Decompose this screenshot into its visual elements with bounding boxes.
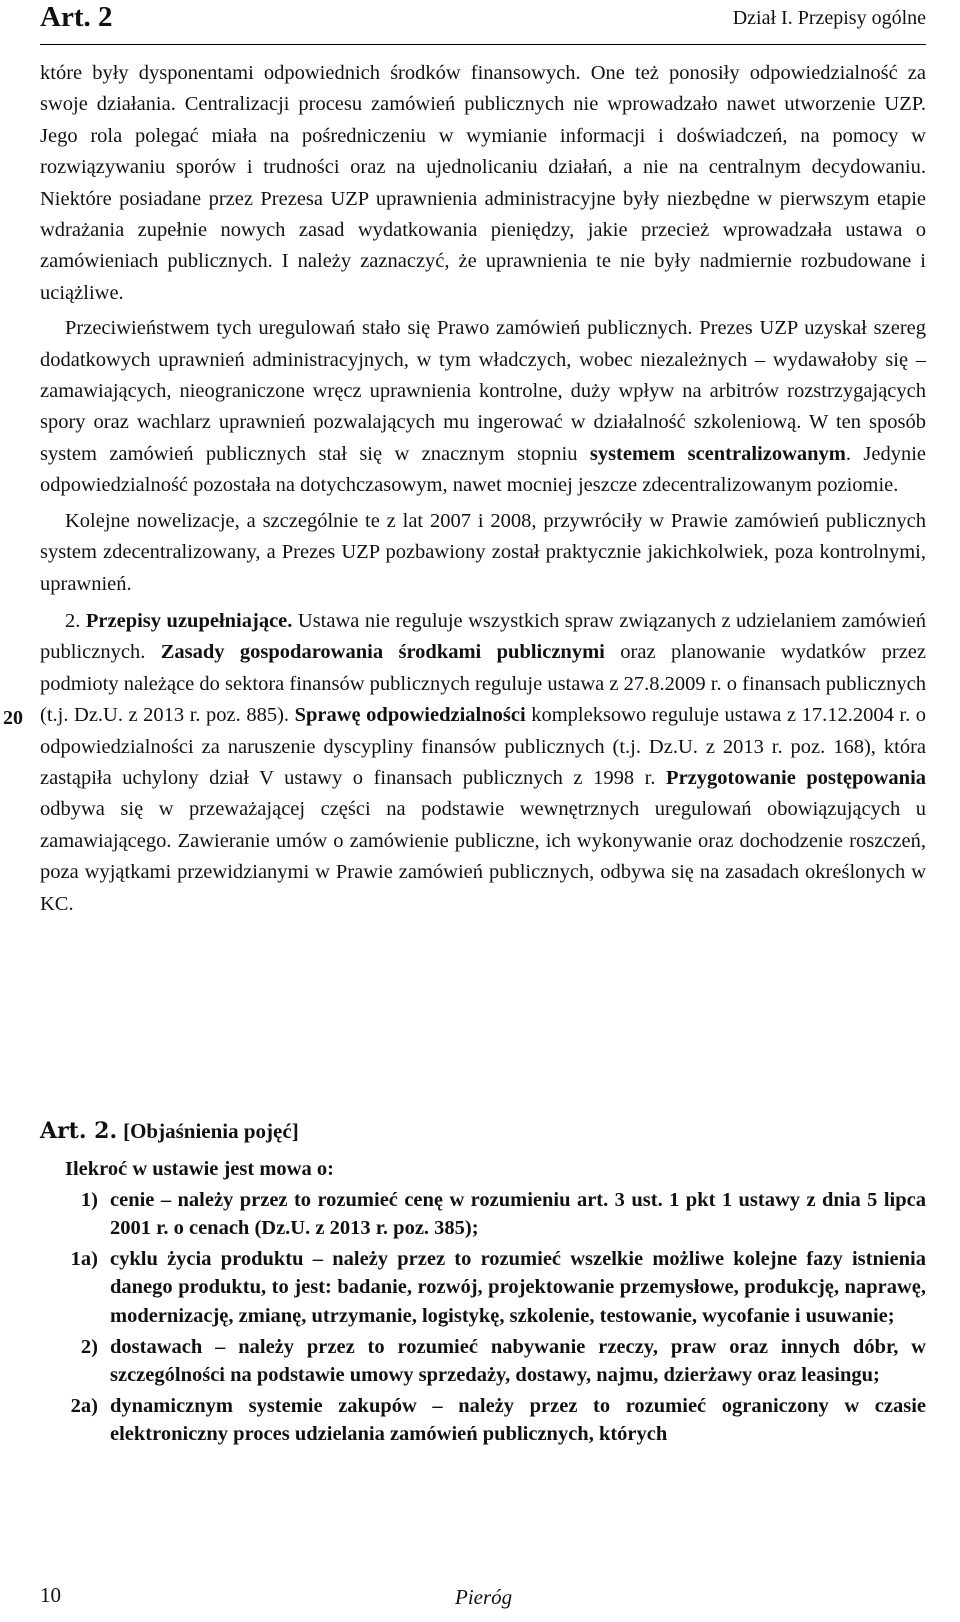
margin-number: 20 — [3, 707, 23, 729]
page-number: 10 — [40, 1583, 61, 1607]
paragraph-2-text-b: . Jedynie odpowiedzialność pozostała na dotychczasowym, nawet mocniej jeszcze zdecentralizowanym poziomie. — [40, 442, 926, 497]
header-rule — [40, 44, 926, 45]
paragraph-4 — [40, 606, 926, 920]
paragraph-2-bold: systemem scentralizowanym — [589, 442, 846, 465]
paragraph-3: Kolejne nowelizacje, a szczególnie te z lat 2007 i 2008, przywróciły w Prawie zamówień publicznych system zdecentralizowany, a Prezes UZP pozbawiony został praktycznie jakichkolwiek, poza kontrolnymi, uprawnień. — [40, 509, 926, 595]
definition-text: dynamicznym systemie zakupów – należy przez to rozumieć ograniczony w czasie elektroniczny proces udzielania zamówień publicznych, których — [110, 1394, 926, 1446]
definition-text: cyklu życia produktu – należy przez to rozumieć wszelkie możliwe kolejne fazy istnienia danego produktu, to jest: badanie, rozwój, projektowanie przemysłowe, produkcję, naprawę, modernizację, zmianę, utrzymanie, logistykę, szkolenie, testowanie, wycofanie i usuwanie; — [110, 1247, 926, 1327]
running-header-section: Dział I. Przepisy ogólne — [732, 7, 926, 29]
definition-text: cenie – należy przez to rozumieć cenę w rozumieniu art. 3 ust. 1 pkt 1 ustawy z dnia 5 lipca 2001 r. o cenach (Dz.U. z 2013 r. poz. 385); — [110, 1188, 926, 1240]
article-title: [Objaśnienia pojęć] — [123, 1119, 299, 1143]
definition-number: 2a) — [70, 1394, 98, 1417]
definitions-list — [40, 1155, 926, 1449]
definition-item — [40, 1245, 926, 1331]
definition-item — [40, 1186, 926, 1243]
definitions-intro: Ilekroć w ustawie jest mowa o: — [65, 1158, 334, 1180]
paragraph-4-text-2: oraz planowanie wydatków przez podmioty należące do sektora finansów publicznych reguluje ustawa z 27.8.2009 r. o finansach publicznych (t.j. Dz.U. z 2013 r. poz. 885). — [40, 641, 926, 727]
running-header-article: Art. 2 — [40, 1, 113, 33]
footer-author: Pieróg — [455, 1585, 513, 1609]
paragraph-2-text-a: Przeciwieństwem tych uregulowań stało się Prawo zamówień publicznych. Prezes UZP uzyskał szereg dodatkowych uprawnień administracyjnych, w tym władczych, wobec niezależnych – wydawałoby się – zamawiających, nieograniczone wręcz uprawnienia kontrolne, duży wpływ na arbitrów rozstrzygających spory oraz wachlarz uprawnień pozwalających mu ingerować w działalność szkoleniową. W ten sposób system zamówień publicznych stał się w znacznym stopniu — [40, 317, 926, 465]
article-heading — [40, 1117, 299, 1145]
definition-item — [40, 1333, 926, 1390]
paragraph-4-bold-2: Zasady gospodarowania środkami publicznymi — [160, 641, 605, 664]
paragraph-2 — [40, 313, 926, 501]
paragraph-4-bold-3: Sprawę odpowiedzialności — [294, 704, 526, 727]
paragraph-4-text-4: odbywa się w przeważającej części na podstawie wewnętrznych uregulowań obowiązujących u zamawiającego. Zawieranie umów o zamówienie publiczne, ich wykonywanie oraz dochodzenie roszczeń, poza wyjątkami przewidzianymi w Prawie zamówień publicznych, odbywa się na zasadach określonych w KC. — [40, 798, 926, 915]
definition-text: dostawach – należy przez to rozumieć nabywanie rzeczy, praw oraz innych dóbr, w szczególności na podstawie umowy sprzedaży, dostawy, najmu, dzierżawy oraz leasingu; — [110, 1335, 926, 1387]
definition-item — [40, 1392, 926, 1449]
definition-number: 1a) — [70, 1247, 98, 1270]
paragraph-4-text-3: kompleksowo reguluje ustawa z 17.12.2004 r. o odpowiedzialności za naruszenie dyscypliny finansów publicznych (t.j. Dz.U. z 2013 r. poz. 168), która zastąpiła uchylony dział V ustawy o finansach publicznych z 1998 r. — [40, 704, 926, 789]
commentary-body — [40, 58, 926, 920]
paragraph-4-bold-1: Przepisy uzupełniające. — [85, 609, 293, 632]
paragraph-1: które były dysponentami odpowiednich środków finansowych. One też ponosiły odpowiedzialność za swoje działania. Centralizacji procesu zamówień publicznych nie wprowadzało nawet utworzenie UZP. Jego rola polegać miała na pośredniczeniu w wymianie informacji i doświadczeń, na pomocy w rozwiązywaniu sporów i trudności oraz na ujednolicaniu działań, a nie na centralnym decydowaniu. Niektóre posiadane przez Prezesa UZP uprawnienia administracyjne były niezbędne w pierwszym etapie wdrażania zupełnie nowych zasad wydatkowania pieniędzy, jakie przecież wprowadzała ustawa o zamówieniach publicznych. I należy zaznaczyć, że uprawnienia te nie były nadmiernie rozbudowane i uciążliwe. — [40, 62, 926, 304]
article-number: Art. 2. — [40, 1118, 118, 1144]
definition-number: 1) — [80, 1188, 98, 1211]
paragraph-4-bold-4: Przygotowanie postępowania — [666, 766, 927, 789]
paragraph-4-text-1: Ustawa nie reguluje wszystkich spraw związanych z udzielaniem zamówień publicznych. — [40, 609, 926, 664]
definition-number: 2) — [80, 1335, 98, 1358]
paragraph-4-number: 2. — [65, 609, 81, 632]
